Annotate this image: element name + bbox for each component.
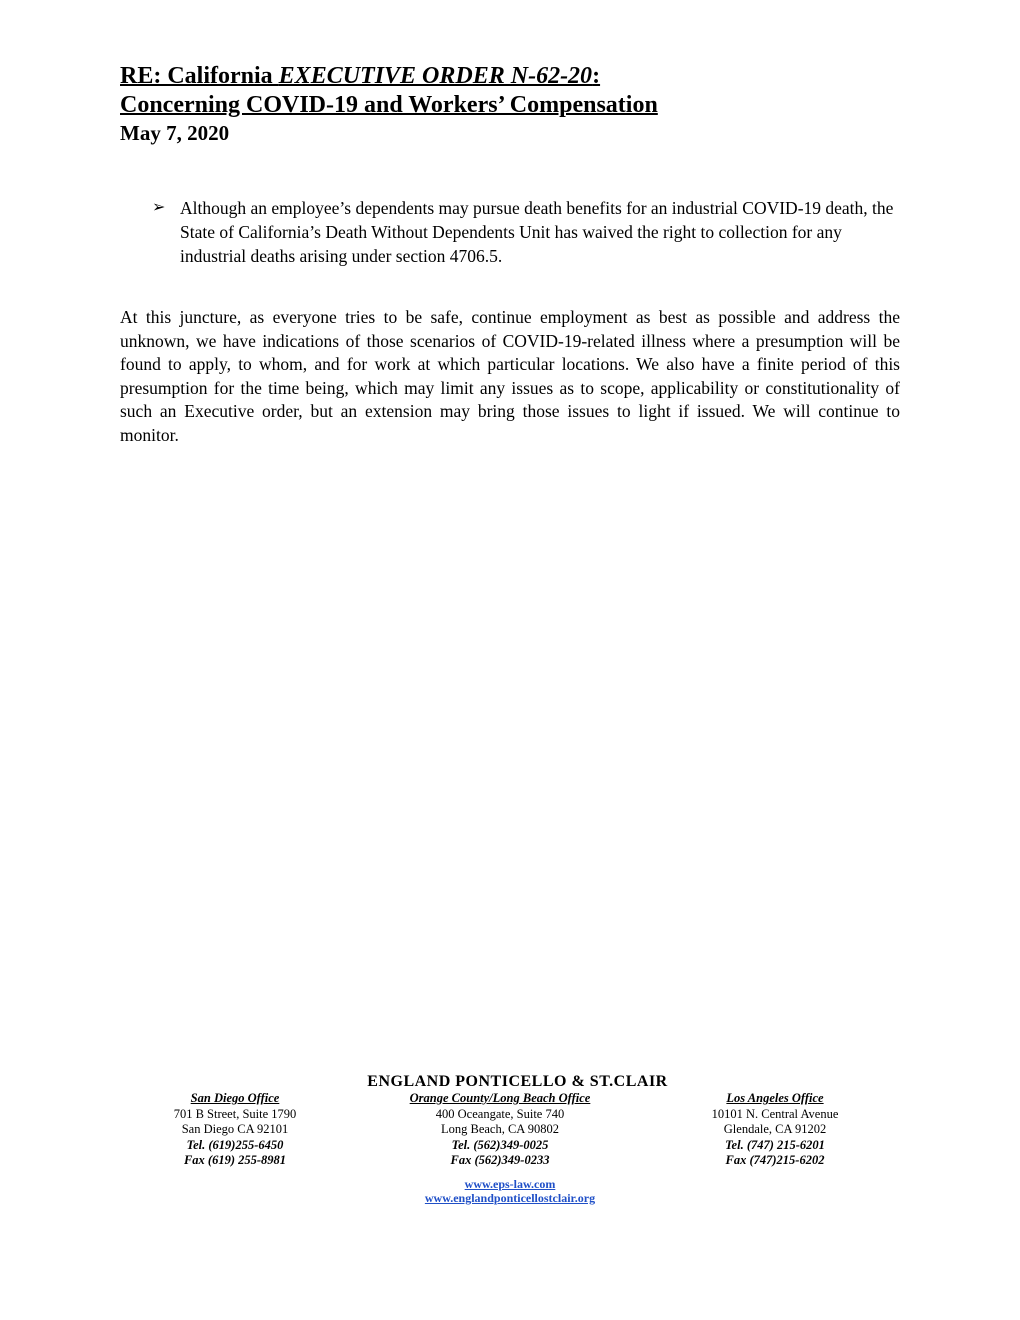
title-prefix: RE: California — [120, 63, 279, 89]
office-address-line1: 400 Oceangate, Suite 740 — [435, 1106, 565, 1121]
office-address-line1: 10101 N. Central Avenue — [711, 1106, 839, 1121]
office-fax: Fax (562)349-0233 — [450, 1153, 550, 1167]
document-header — [120, 62, 658, 147]
title-executive-order: EXECUTIVE ORDER N-62-20 — [278, 63, 593, 89]
document-date: May 7, 2020 — [120, 121, 230, 145]
office-address-line1: 701 B Street, Suite 1790 — [173, 1106, 297, 1121]
office-fax: Fax (619) 255-8981 — [183, 1153, 287, 1167]
firm-name: ENGLAND PONTICELLO & ST.CLAIR — [367, 1073, 668, 1090]
office-tel: Tel. (562)349-0025 — [451, 1137, 549, 1152]
office-tel: Tel. (619)255-6450 — [186, 1137, 284, 1152]
document-title — [120, 62, 658, 91]
bullet-item — [152, 196, 897, 268]
office-fax: Fax (747)215-6202 — [725, 1153, 825, 1167]
englandponticellostclair-link[interactable]: www.englandponticellostclair.org — [424, 1191, 596, 1205]
office-address-line2: San Diego CA 92101 — [181, 1122, 289, 1136]
office-tel: Tel. (747) 215-6201 — [725, 1137, 825, 1152]
bullet-text: Although an employee’s dependents may pursue death benefits for an industrial COVID-19 death, the State of California’s Death Without Dependents Unit has waived the right to collection for any industrial deaths arising under section 4706.5. — [180, 198, 894, 266]
office-orange-county — [385, 1091, 615, 1169]
footer-links — [0, 1177, 1020, 1205]
eps-law-link[interactable]: www.eps-law.com — [464, 1177, 556, 1191]
office-san-diego — [150, 1091, 320, 1169]
office-name: San Diego Office — [190, 1091, 280, 1105]
office-name: Los Angeles Office — [726, 1091, 824, 1105]
letterhead-footer — [0, 1073, 1020, 1205]
arrow-bullet-icon: ➢ — [152, 199, 166, 216]
office-los-angeles — [690, 1091, 860, 1169]
office-address-line2: Glendale, CA 91202 — [723, 1122, 827, 1136]
document-subtitle: Concerning COVID-19 and Workers’ Compensation — [120, 92, 658, 118]
office-list — [0, 1091, 1020, 1171]
title-suffix: : — [592, 63, 601, 89]
office-address-line2: Long Beach, CA 90802 — [440, 1122, 560, 1136]
office-name: Orange County/Long Beach Office — [409, 1091, 591, 1105]
body-paragraph: At this juncture, as everyone tries to be safe, continue employment as best as possible and address the unknown, we have indications of those scenarios of COVID-19-related illness where a presumption will be found to apply, to whom, and for work at which particular locations. We also have a finite period of this presumption for the time being, which may limit any issues as to scope, applicability or constitutionality of such an Executive order, but an extension may bring those issues to light if issued. We will continue to monitor. — [120, 307, 900, 445]
